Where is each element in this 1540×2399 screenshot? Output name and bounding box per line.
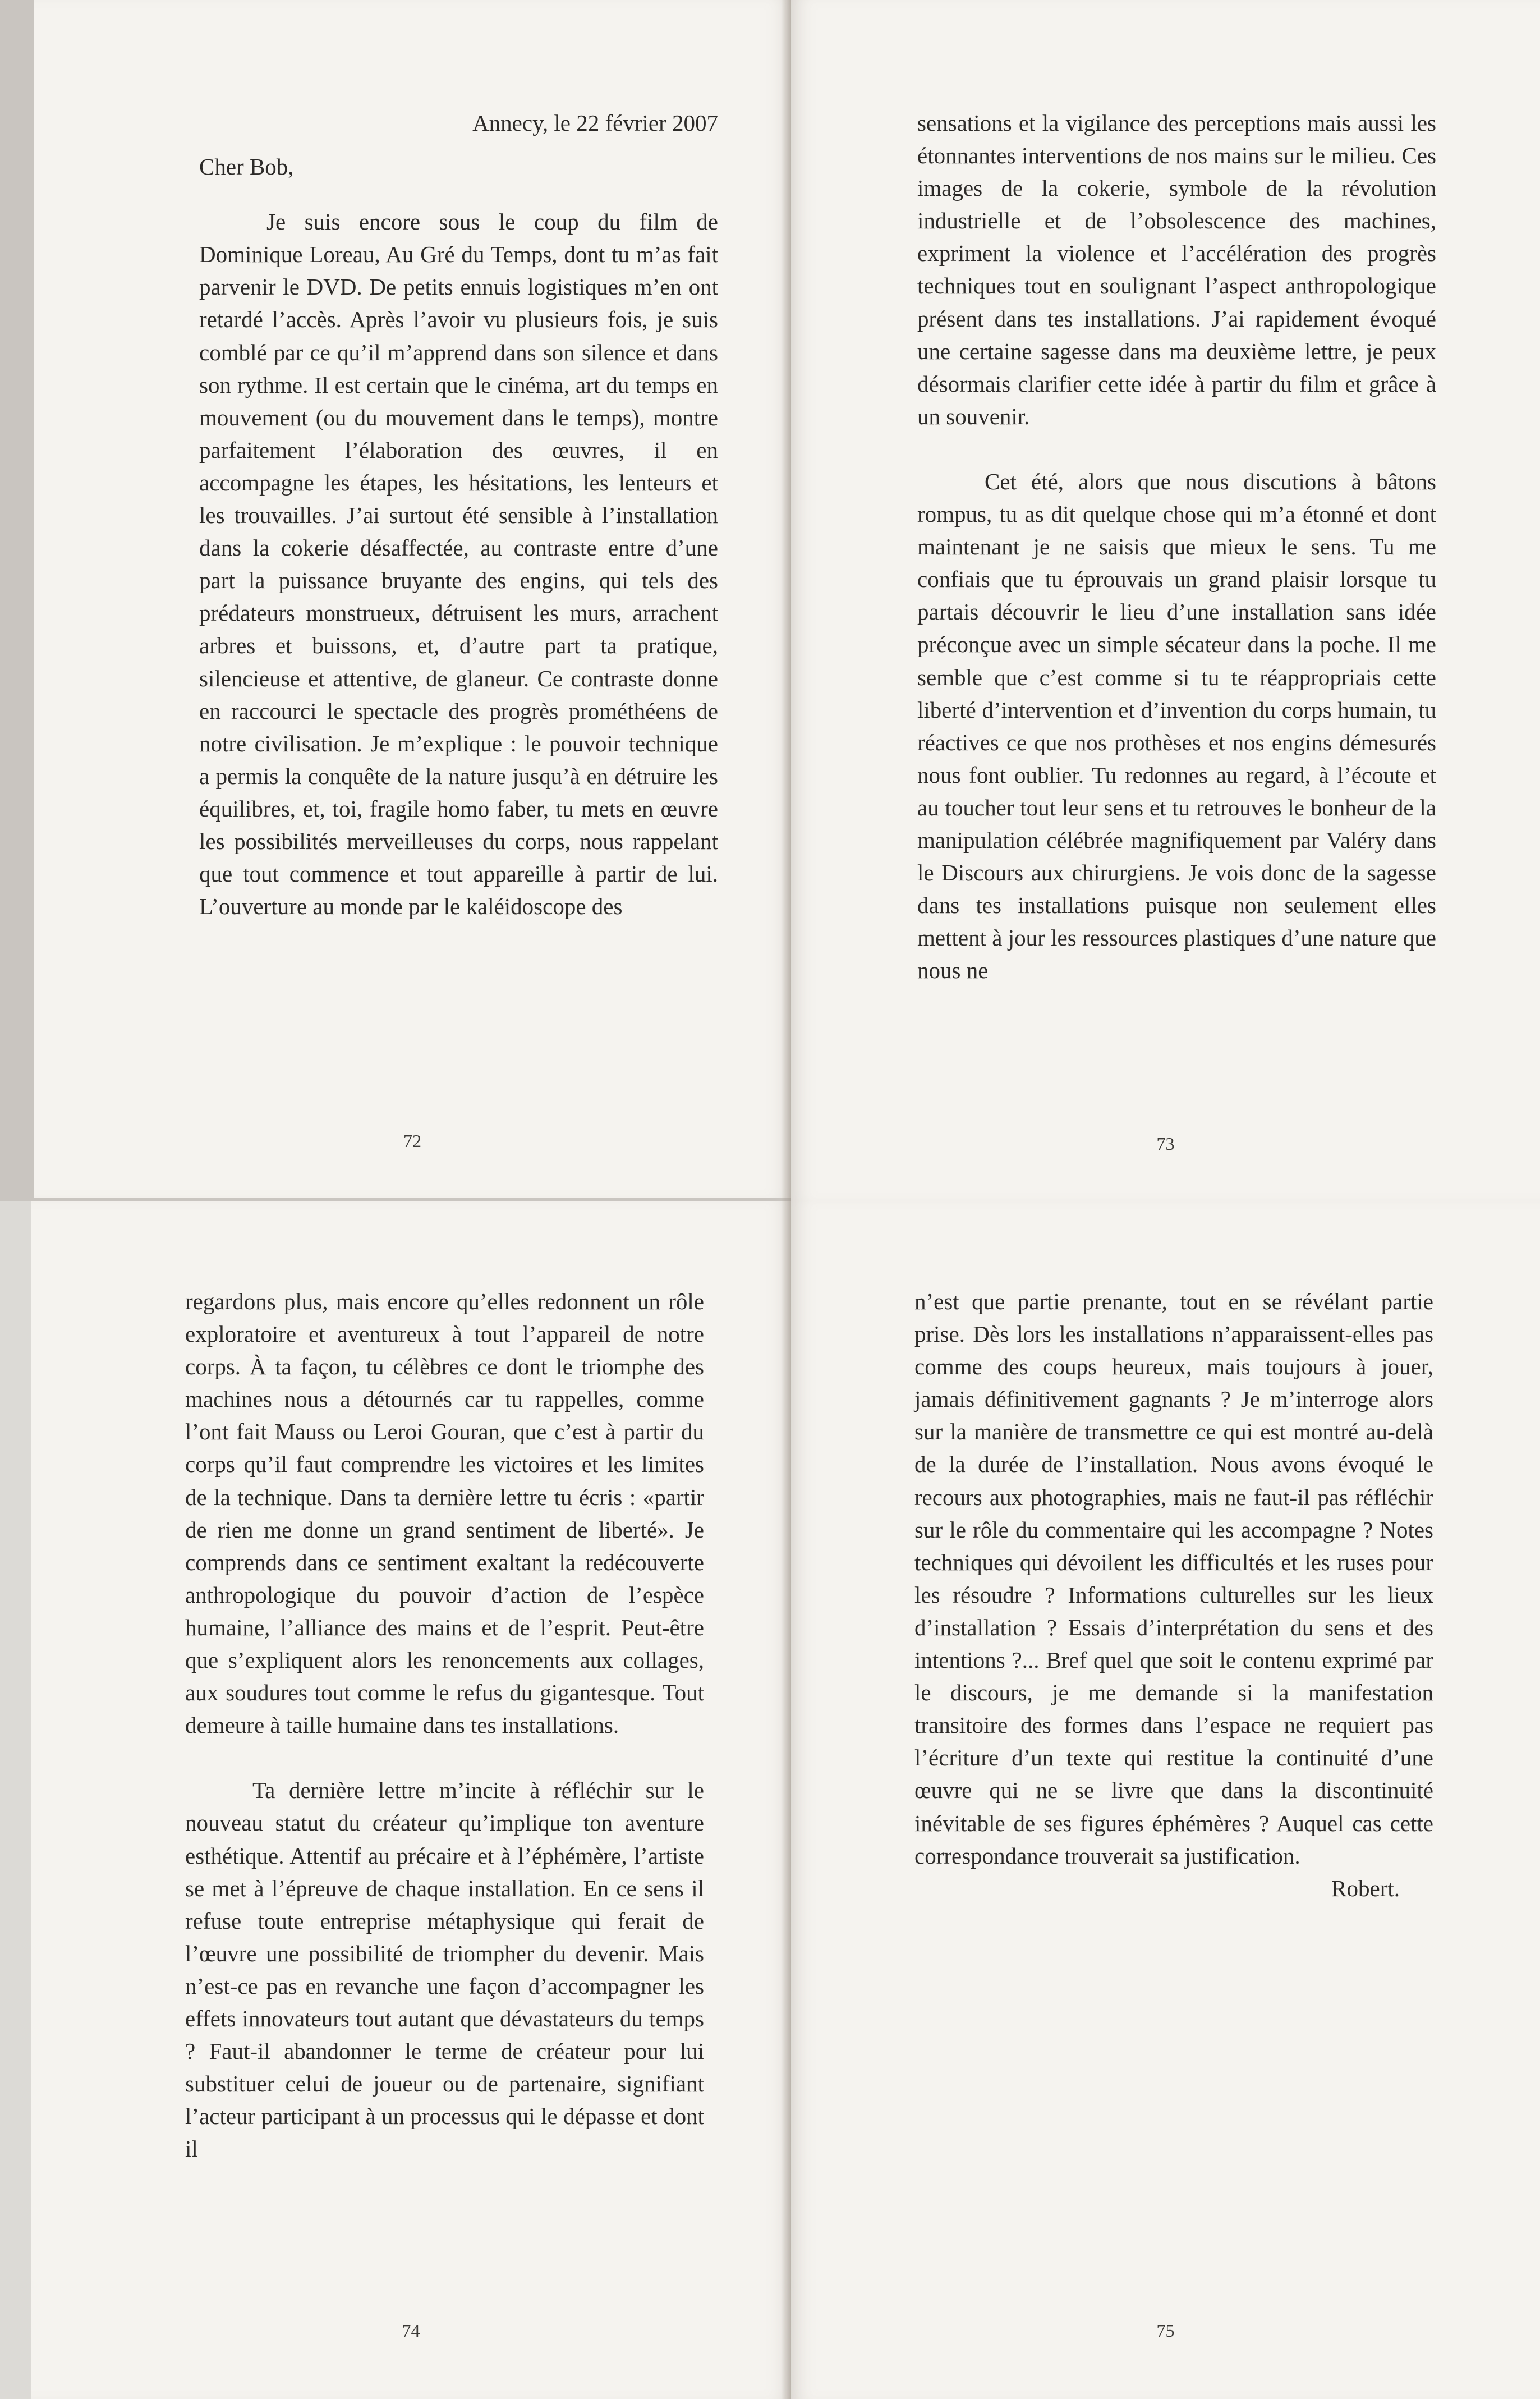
letter-date: Annecy, le 22 février 2007	[472, 110, 718, 136]
paragraph: regardons plus, mais encore qu’elles redonnent un rôle exploratoire et aventureux à tout l’appareil de notre corps. À ta façon, tu célèbres ce dont le triomphe des machines nous a détournés car tu rappelles, comme l’ont fait Mauss ou Leroi Gouran, que c’est à partir du corps qu’il faut comprendre les victoires et les limites de la technique. Dans ta dernière lettre tu écris : «partir de rien me donne un grand sentiment de liberté». Je comprends dans ce sentiment exaltant la redécouverte anthropologique du pouvoir d’action de l’espèce humaine, l’alliance des mains et de l’esprit. Peut-être que s’expliquent alors les renoncements aux collages, aux soudures tout comme le refus du gigantesque. Tout demeure à taille humaine dans tes installations.	[185, 1288, 704, 1739]
page-73	[791, 0, 1540, 1201]
page-74-text	[185, 1285, 704, 2165]
page-number: 75	[1156, 2320, 1175, 2341]
signature: Robert.	[1331, 1875, 1400, 1901]
letter-salutation: Cher Bob,	[199, 154, 294, 180]
paragraph: Je suis encore sous le coup du film de Dominique Loreau, Au Gré du Temps, dont tu m’as fait parvenir le DVD. De petits ennuis logistiques m’en ont retardé l’accès. Après l’avoir vu plusieurs fois, je suis comblé par ce qu’il m’apprend dans son silence et dans son rythme. Il est certain que le cinéma, art du temps en mouvement (ou du mouvement dans le temps), montre parfaitement l’élaboration des œuvres, il en accompagne les étapes, les hésitations, les lenteurs et les trouvailles. J’ai surtout été sensible à l’installation dans la cokerie désaffectée, au contraste entre d’une part la puissance bruyante des engins, qui tels des prédateurs monstrueux, détruisent les murs, arrachent arbres et buissons, et, d’autre part ta pratique, silencieuse et attentive, de glaneur. Ce contraste donne en raccourci le spectacle des progrès prométhéens de notre civilisation. Je m’explique : le pouvoir technique a permis la conquête de la nature jusqu’à en détruire les équilibres, et, toi, fragile homo faber, tu mets en œuvre les possibilités merveilleuses du corps, nous rappelant que tout commence et tout appareille à partir de lui. L’ouverture au monde par le kaléidoscope des	[199, 209, 718, 920]
page-75	[791, 1201, 1540, 2399]
page-72-text	[199, 107, 718, 923]
paragraph: Ta dernière lettre m’incite à réfléchir sur le nouveau statut du créateur qu’implique ton aventure esthétique. Attentif au précaire et à l’éphémère, l’artiste se met à l’épreuve de chaque installation. En ce sens il refuse toute entreprise métaphysique qui ferait de l’œuvre une possibilité de triompher du devenir. Mais n’est-ce pas en revanche une façon d’accompagner les effets innovateurs tout autant que dévastateurs du temps ? Faut-il abandonner le terme de créateur pour lui substituer celui de joueur ou de partenaire, signifiant l’acteur participant à un processus qui le dépasse et dont il	[185, 1777, 704, 2162]
page-number: 72	[403, 1131, 421, 1151]
page-number: 73	[1156, 1134, 1175, 1154]
bottom-spread	[0, 1201, 1540, 2399]
page-74	[31, 1201, 791, 2399]
paragraph: sensations et la vigilance des perceptions mais aussi les étonnantes interventions de nos mains sur le milieu. Ces images de la cokerie, symbole de la révolution industrielle et de l’obsolescence des machines, expriment la violence et l’accélération des progrès techniques tout en soulignant l’aspect anthropologique présent dans tes installations. J’ai rapidement évoqué une certaine sagesse dans ma deuxième lettre, je peux désormais clarifier cette idée à partir du film et grâce à un souvenir.	[917, 110, 1436, 429]
paragraph: Cet été, alors que nous discutions à bâtons rompus, tu as dit quelque chose qui m’a étonné et dont maintenant je ne saisis que mieux le sens. Tu me confiais que tu éprouvais un grand plaisir lorsque tu partais découvrir le lieu d’une installation sans idée préconçue avec un simple sécateur dans la poche. Il me semble que c’est comme si tu te réappropriais cette liberté d’intervention et d’invention du corps humain, tu réactives ce que nos prothèses et nos engins démesurés nous font oublier. Tu redonnes au regard, à l’écoute et au toucher tout leur sens et tu retrouves le bonheur de la manipulation célébrée magnifiquement par Valéry dans le Discours aux chirurgiens. Je vois donc de la sagesse dans tes installations puisque non seulement elles mettent à jour les ressources plastiques d’une nature que nous ne	[917, 468, 1436, 984]
paragraph: n’est que partie prenante, tout en se révélant partie prise. Dès lors les installations n’apparaissent-elles pas comme des coups heureux, mais toujours à jouer, jamais définitivement gagnants ? Je m’interroge alors sur la manière de transmettre ce qui est montré au-delà de la durée de l’installation. Nous avons évoqué le recours aux photographies, mais ne faut-il pas réfléchir sur le rôle du commentaire qui les accompagne ? Notes techniques qui dévoilent les difficultés et les ruses pour les résoudre ? Informations culturelles sur les lieux d’installation ? Essais d’interprétation du sens et des intentions ?... Bref quel que soit le contenu exprimé par le discours, je me demande si la manifestation transitoire des formes dans l’espace ne requiert pas l’écriture d’un texte qui restitue la continuité d’une œuvre qui ne se livre que dans la discontinuité inévitable de ses figures éphémères ? Auquel cas cette correspondance trouverait sa justification.	[914, 1288, 1433, 1869]
page-73-text	[917, 107, 1436, 987]
page-number: 74	[402, 2320, 420, 2341]
page-75-text	[914, 1285, 1433, 1905]
page-72	[34, 0, 791, 1198]
